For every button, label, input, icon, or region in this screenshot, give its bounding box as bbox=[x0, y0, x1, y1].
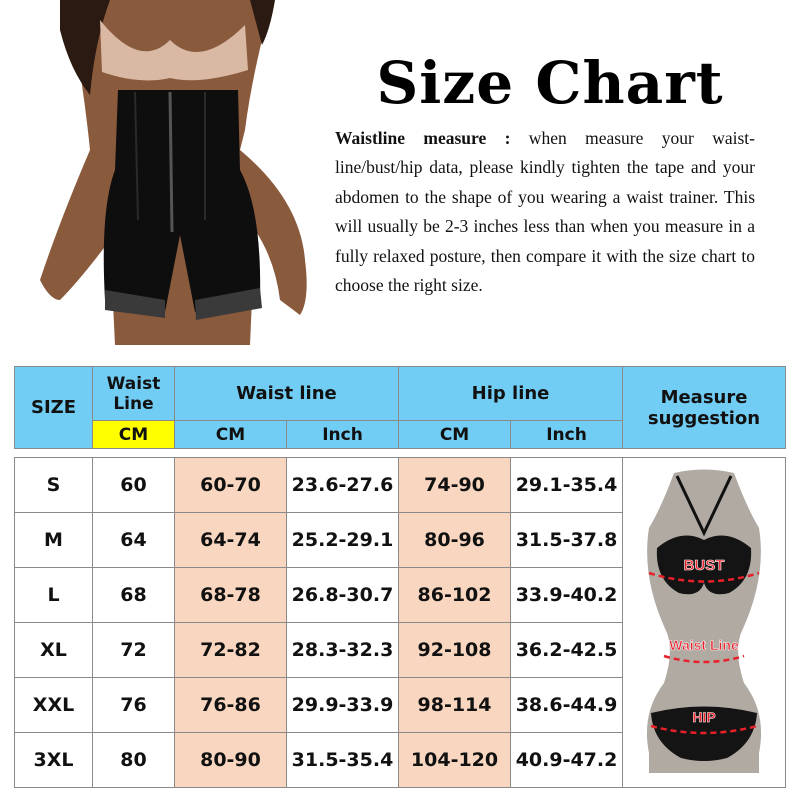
cell-line-cm: 68 bbox=[93, 568, 175, 623]
instructions-body: when measure your waist-line/bust/hip data, please kindly tighten the tape and your abdomen to the shape of you wearing a waist trainer. This will usually be 2-3 inches less than when you measure in a fully relaxed posture, then compare it with the size chart to choose the right size. bbox=[335, 128, 755, 296]
header-hip-inch: Inch bbox=[511, 421, 623, 449]
cell-line-cm: 60 bbox=[93, 458, 175, 513]
cell-waist-cm: 64-74 bbox=[175, 513, 287, 568]
cell-line-cm: 76 bbox=[93, 678, 175, 733]
waist-label: Waist Line bbox=[669, 636, 739, 653]
cell-hip-inch: 29.1-35.4 bbox=[511, 458, 623, 513]
size-table bbox=[14, 366, 786, 788]
header-waist-line-short: Waist Line bbox=[93, 367, 175, 421]
cell-hip-inch: 36.2-42.5 bbox=[511, 623, 623, 678]
cell-size: M bbox=[15, 513, 93, 568]
header-measure-suggestion: Measure suggestion bbox=[623, 367, 786, 449]
cell-size: L bbox=[15, 568, 93, 623]
cell-size: 3XL bbox=[15, 733, 93, 788]
header-size: SIZE bbox=[15, 367, 93, 449]
cell-hip-cm: 98-114 bbox=[399, 678, 511, 733]
cell-waist-cm: 72-82 bbox=[175, 623, 287, 678]
table-row bbox=[15, 458, 786, 513]
cell-hip-cm: 74-90 bbox=[399, 458, 511, 513]
measure-instructions bbox=[335, 124, 755, 300]
hip-label: HIP bbox=[692, 708, 716, 725]
cell-size: XXL bbox=[15, 678, 93, 733]
cell-waist-cm: 80-90 bbox=[175, 733, 287, 788]
page-title: Size Chart bbox=[376, 49, 724, 117]
cell-hip-inch: 31.5-37.8 bbox=[511, 513, 623, 568]
cell-size: S bbox=[15, 458, 93, 513]
bust-label: BUST bbox=[683, 556, 725, 574]
cell-waist-inch: 23.6-27.6 bbox=[287, 458, 399, 513]
header-hip-line: Hip line bbox=[399, 367, 623, 421]
header-waist-line: Waist line bbox=[175, 367, 399, 421]
cell-hip-inch: 38.6-44.9 bbox=[511, 678, 623, 733]
product-photo bbox=[0, 0, 325, 350]
cell-waist-cm: 76-86 bbox=[175, 678, 287, 733]
cell-waist-inch: 29.9-33.9 bbox=[287, 678, 399, 733]
instructions-lead: Waistline measure : bbox=[335, 128, 511, 148]
cell-hip-cm: 104-120 bbox=[399, 733, 511, 788]
body-measure-figure-icon bbox=[629, 468, 779, 778]
cell-waist-inch: 28.3-32.3 bbox=[287, 623, 399, 678]
cell-line-cm: 80 bbox=[93, 733, 175, 788]
cell-waist-inch: 31.5-35.4 bbox=[287, 733, 399, 788]
cell-hip-cm: 92-108 bbox=[399, 623, 511, 678]
cell-hip-inch: 40.9-47.2 bbox=[511, 733, 623, 788]
cell-hip-inch: 33.9-40.2 bbox=[511, 568, 623, 623]
header-hip-cm: CM bbox=[399, 421, 511, 449]
cell-hip-cm: 86-102 bbox=[399, 568, 511, 623]
measure-figure-cell bbox=[623, 458, 786, 788]
cell-waist-inch: 26.8-30.7 bbox=[287, 568, 399, 623]
cell-waist-inch: 25.2-29.1 bbox=[287, 513, 399, 568]
cell-size: XL bbox=[15, 623, 93, 678]
cell-waist-cm: 68-78 bbox=[175, 568, 287, 623]
cell-line-cm: 72 bbox=[93, 623, 175, 678]
cell-waist-cm: 60-70 bbox=[175, 458, 287, 513]
header-waist-inch: Inch bbox=[287, 421, 399, 449]
header-line-cm: CM bbox=[93, 421, 175, 449]
header-waist-cm: CM bbox=[175, 421, 287, 449]
cell-hip-cm: 80-96 bbox=[399, 513, 511, 568]
cell-line-cm: 64 bbox=[93, 513, 175, 568]
